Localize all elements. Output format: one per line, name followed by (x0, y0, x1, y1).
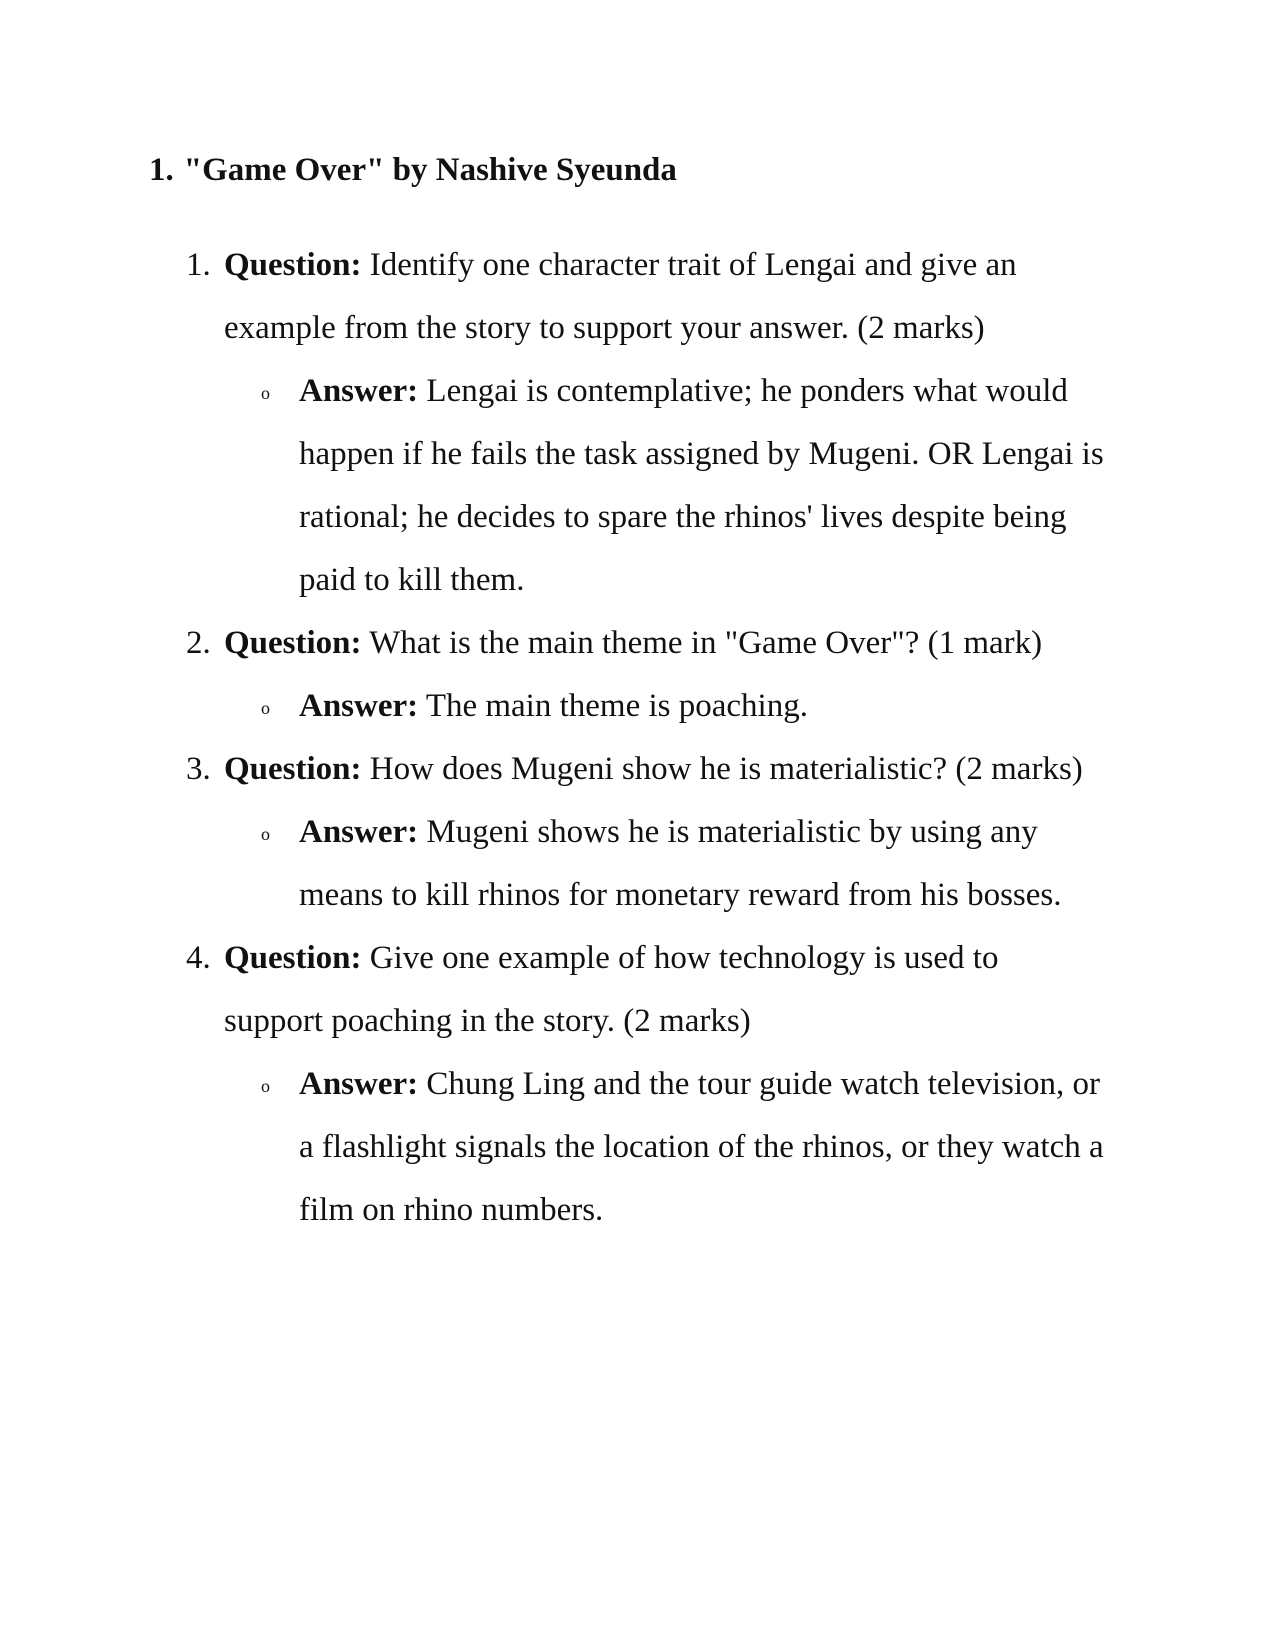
answer-list (224, 675, 1104, 738)
answer-item (261, 675, 1104, 738)
bullet-icon: o (261, 1076, 270, 1096)
bullet-icon: o (261, 698, 270, 718)
answer-item (261, 1053, 1104, 1242)
question-label: Question: (224, 247, 362, 283)
section-title: "Game Over" by Nashive Syeunda (183, 152, 677, 188)
answer-label: Answer: (299, 373, 419, 409)
question-number: 2. (186, 625, 211, 661)
answer-label: Answer: (299, 814, 419, 850)
answer-item (261, 801, 1104, 927)
answer-text: Lengai is contemplative; he ponders what would happen if he fails the task assigned by Mugeni. OR Lengai is rational; he decides to spare the rhinos' lives despite being paid to kill them. (299, 373, 1104, 598)
question-label: Question: (224, 940, 362, 976)
question-item (186, 612, 1104, 738)
question-text: Give one example of how technology is used to support poaching in the story. (2 marks) (224, 940, 999, 1039)
question-text: How does Mugeni show he is materialistic? (2 marks) (369, 751, 1083, 787)
answer-text: Chung Ling and the tour guide watch television, or a flashlight signals the location of the rhinos, or they watch a film on rhino numbers. (299, 1066, 1104, 1228)
question-item (186, 927, 1104, 1242)
answer-text: The main theme is poaching. (425, 688, 808, 724)
question-list (186, 234, 1104, 1242)
question-label: Question: (224, 625, 362, 661)
answer-label: Answer: (299, 1066, 419, 1102)
bullet-icon: o (261, 383, 270, 403)
answer-list (224, 1053, 1104, 1242)
answer-list (224, 801, 1104, 927)
answer-list (224, 360, 1104, 612)
question-text: What is the main theme in "Game Over"? (1 mark) (369, 625, 1043, 661)
bullet-icon: o (261, 824, 270, 844)
question-label: Question: (224, 751, 362, 787)
section-number: 1. (149, 152, 174, 188)
question-item (186, 738, 1104, 927)
answer-label: Answer: (299, 688, 419, 724)
question-number: 4. (186, 940, 211, 976)
question-number: 3. (186, 751, 211, 787)
question-text: Identify one character trait of Lengai and give an example from the story to support your answer. (2 marks) (224, 247, 1017, 346)
question-item (186, 234, 1104, 612)
answer-item (261, 360, 1104, 612)
answer-text: Mugeni shows he is materialistic by using any means to kill rhinos for monetary reward from his bosses. (299, 814, 1062, 913)
question-number: 1. (186, 247, 211, 283)
section-heading (149, 148, 677, 192)
